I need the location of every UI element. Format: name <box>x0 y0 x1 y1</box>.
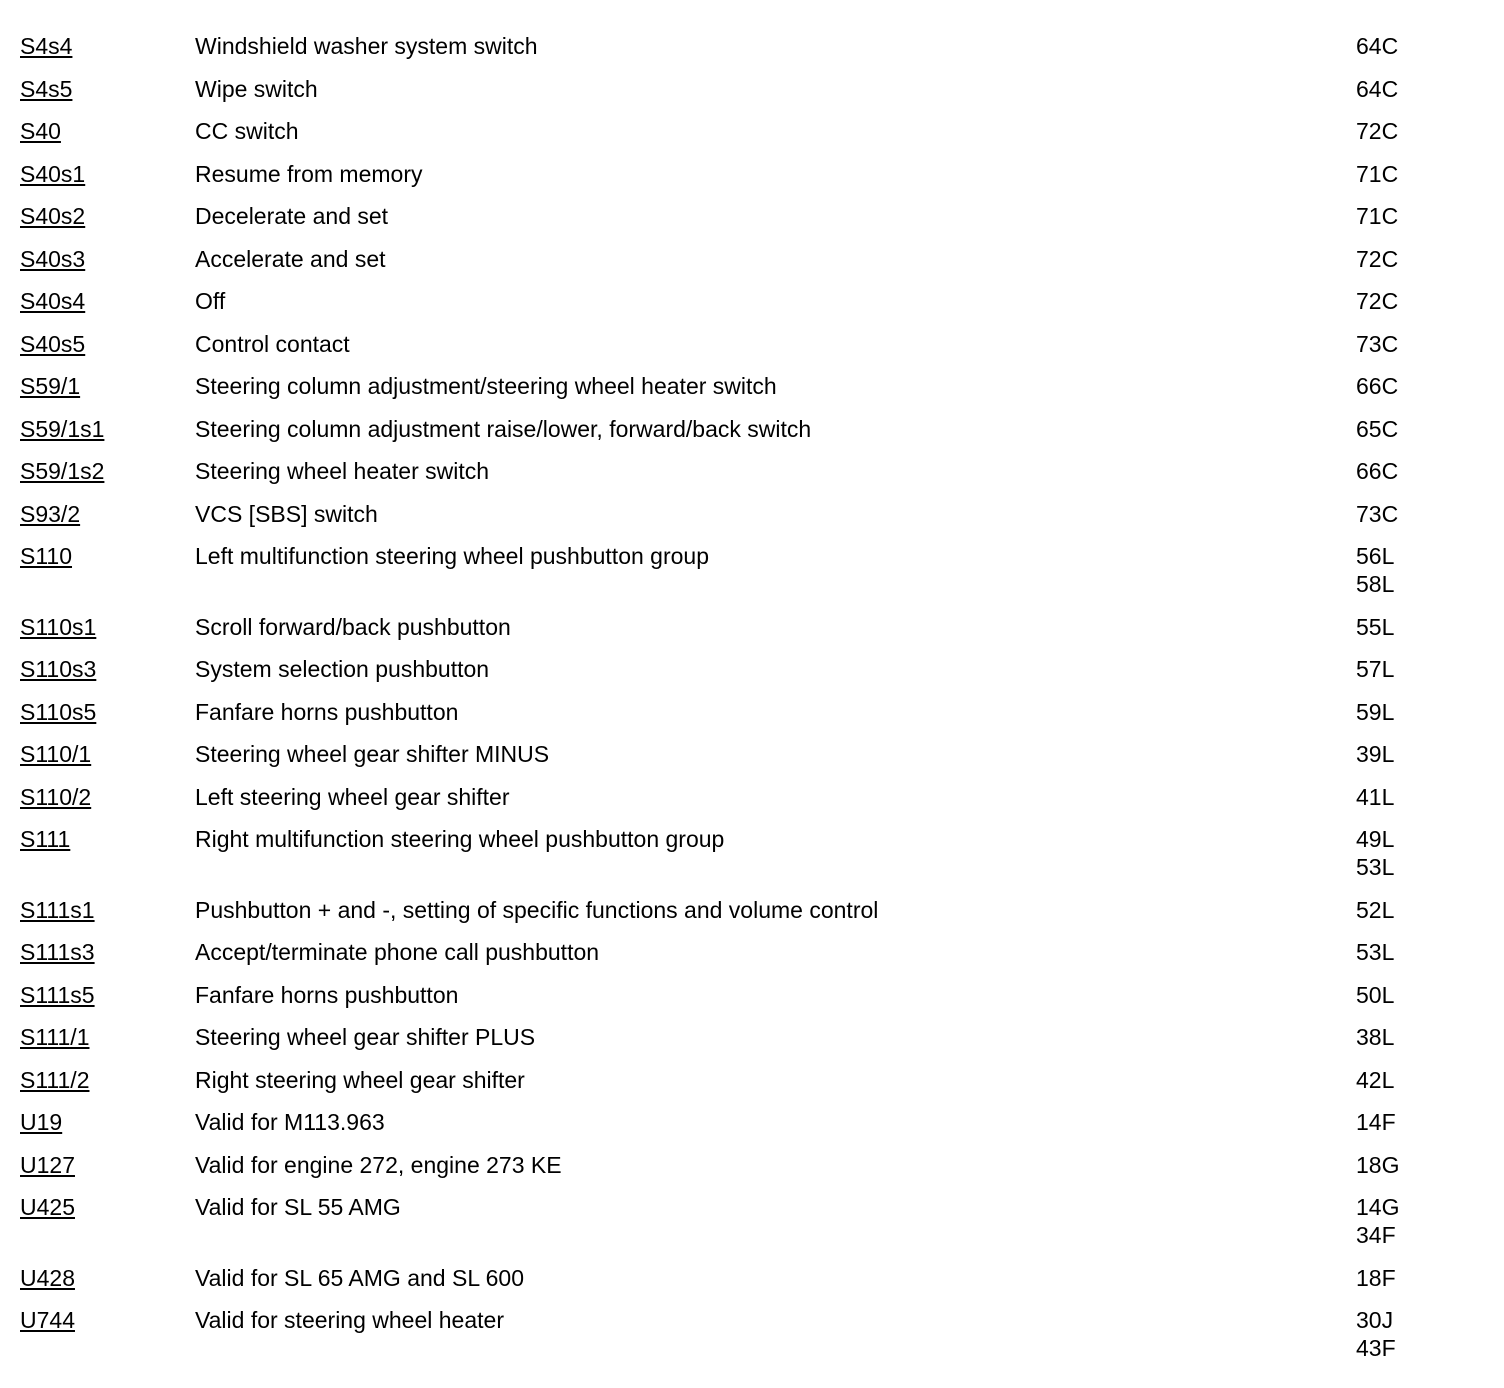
component-description: Right steering wheel gear shifter <box>195 1066 525 1093</box>
grid-reference-list <box>1356 542 1480 598</box>
component-code-link[interactable]: S93/2 <box>20 500 81 527</box>
component-description: Off <box>195 288 226 314</box>
component-description: Accelerate and set <box>195 245 386 272</box>
grid-reference: 56L <box>1356 543 1395 569</box>
grid-reference-list <box>1356 655 1480 683</box>
grid-reference: 43F <box>1356 1335 1396 1361</box>
component-code-link[interactable]: S40s2 <box>20 203 86 229</box>
legend-row <box>20 32 1480 75</box>
legend-row <box>20 938 1480 981</box>
legend-row <box>20 500 1480 543</box>
grid-reference-list <box>1356 1066 1480 1094</box>
grid-reference-list <box>1356 75 1480 103</box>
grid-reference: 52L <box>1356 896 1395 923</box>
grid-reference-list <box>1356 32 1480 60</box>
component-description: Valid for steering wheel heater <box>195 1307 504 1333</box>
component-description: Fanfare horns pushbutton <box>195 698 459 725</box>
legend-row <box>20 740 1480 783</box>
legend-row <box>20 415 1480 458</box>
grid-reference-list <box>1356 698 1480 726</box>
grid-reference: 64C <box>1356 75 1399 102</box>
grid-reference-list <box>1356 415 1480 443</box>
legend-row <box>20 981 1480 1024</box>
component-code-link[interactable]: S111/1 <box>20 1024 90 1050</box>
grid-reference-list <box>1356 287 1480 315</box>
component-description: Windshield washer system switch <box>195 33 538 59</box>
component-description: VCS [SBS] switch <box>195 500 378 527</box>
component-description: Valid for SL 65 AMG and SL 600 <box>195 1264 525 1291</box>
grid-reference: 73C <box>1356 330 1399 357</box>
component-description: Right multifunction steering wheel pushbutton group <box>195 826 725 852</box>
grid-reference-list <box>1356 740 1480 768</box>
component-code-link[interactable]: U127 <box>20 1151 75 1178</box>
grid-reference: 72C <box>1356 118 1399 144</box>
component-legend-list <box>20 32 1480 1377</box>
grid-reference: 73C <box>1356 500 1399 527</box>
component-code-link[interactable]: U428 <box>20 1264 75 1291</box>
legend-row <box>20 457 1480 500</box>
component-code-link[interactable]: S59/1s2 <box>20 458 105 484</box>
legend-row <box>20 1264 1480 1307</box>
legend-row <box>20 896 1480 939</box>
legend-row <box>20 245 1480 288</box>
grid-reference-list <box>1356 372 1480 400</box>
grid-reference-list <box>1356 1108 1480 1136</box>
grid-reference-list <box>1356 160 1480 188</box>
legend-row <box>20 372 1480 415</box>
grid-reference-list <box>1356 245 1480 273</box>
component-description: Decelerate and set <box>195 203 389 229</box>
grid-reference: 66C <box>1356 458 1399 484</box>
grid-reference-list <box>1356 783 1480 811</box>
component-description: Valid for engine 272, engine 273 KE <box>195 1151 562 1178</box>
component-description: Steering column adjustment raise/lower, forward/back switch <box>195 415 812 442</box>
grid-reference-list <box>1356 202 1480 230</box>
grid-reference: 41L <box>1356 783 1395 810</box>
grid-reference-list <box>1356 825 1480 881</box>
component-code-link[interactable]: S111/2 <box>20 1066 90 1093</box>
grid-reference: 71C <box>1356 160 1399 187</box>
grid-reference-list <box>1356 938 1480 966</box>
component-description: Resume from memory <box>195 160 423 187</box>
component-description: Valid for M113.963 <box>195 1109 385 1135</box>
component-code-link[interactable]: S111 <box>20 826 71 852</box>
legend-row <box>20 117 1480 160</box>
component-description: Left multifunction steering wheel pushbutton group <box>195 543 709 569</box>
component-description: System selection pushbutton <box>195 656 490 682</box>
grid-reference: 18F <box>1356 1264 1396 1291</box>
grid-reference-list <box>1356 1306 1480 1362</box>
grid-reference-list <box>1356 117 1480 145</box>
grid-reference: 72C <box>1356 245 1399 272</box>
grid-reference-list <box>1356 1193 1480 1249</box>
grid-reference: 14F <box>1356 1109 1396 1135</box>
component-description: Accept/terminate phone call pushbutton <box>195 939 600 965</box>
component-code-link[interactable]: S40s4 <box>20 288 86 314</box>
component-description: Steering wheel gear shifter PLUS <box>195 1024 536 1050</box>
legend-row <box>20 330 1480 373</box>
legend-row <box>20 613 1480 656</box>
component-code-link[interactable]: S110/2 <box>20 783 92 810</box>
component-code-link[interactable]: S111s5 <box>20 981 95 1008</box>
grid-reference: 50L <box>1356 981 1395 1008</box>
component-code-link[interactable]: S111s3 <box>20 939 95 965</box>
component-description: Fanfare horns pushbutton <box>195 981 459 1008</box>
grid-reference-list <box>1356 500 1480 528</box>
component-description: Pushbutton + and -, setting of specific functions and volume control <box>195 896 879 923</box>
component-description: Control contact <box>195 330 350 357</box>
grid-reference: 34F <box>1356 1222 1396 1248</box>
legend-row <box>20 1193 1480 1264</box>
component-code-link[interactable]: S40s5 <box>20 330 86 357</box>
legend-row <box>20 202 1480 245</box>
legend-row <box>20 160 1480 203</box>
grid-reference: 64C <box>1356 33 1399 59</box>
component-code-link[interactable]: S40s1 <box>20 160 86 187</box>
legend-row <box>20 1023 1480 1066</box>
grid-reference: 59L <box>1356 698 1395 725</box>
grid-reference: 38L <box>1356 1024 1395 1050</box>
component-code-link[interactable]: S110s1 <box>20 613 97 640</box>
legend-row <box>20 783 1480 826</box>
grid-reference-list <box>1356 457 1480 485</box>
legend-row <box>20 698 1480 741</box>
component-code-link[interactable]: S59/1s1 <box>20 415 105 442</box>
component-code-link[interactable]: U425 <box>20 1194 75 1220</box>
grid-reference: 42L <box>1356 1066 1395 1093</box>
grid-reference: 53L <box>1356 854 1395 880</box>
component-description: Scroll forward/back pushbutton <box>195 613 511 640</box>
component-code-link[interactable]: U19 <box>20 1109 63 1135</box>
grid-reference: 30J <box>1356 1307 1394 1333</box>
grid-reference-list <box>1356 613 1480 641</box>
component-code-link[interactable]: S110s5 <box>20 698 97 725</box>
component-description: Left steering wheel gear shifter <box>195 783 510 810</box>
component-code-link[interactable]: S110/1 <box>20 741 92 767</box>
grid-reference: 55L <box>1356 613 1395 640</box>
component-code-link[interactable]: S4s5 <box>20 75 73 102</box>
legend-row <box>20 1108 1480 1151</box>
grid-reference: 66C <box>1356 373 1399 399</box>
grid-reference-list <box>1356 1023 1480 1051</box>
component-code-link[interactable]: U744 <box>20 1307 75 1333</box>
component-description: Steering column adjustment/steering wheel heater switch <box>195 373 777 399</box>
component-code-link[interactable]: S111s1 <box>20 896 95 923</box>
grid-reference: 72C <box>1356 288 1399 314</box>
component-code-link[interactable]: S110 <box>20 543 73 569</box>
legend-row <box>20 287 1480 330</box>
legend-row <box>20 1306 1480 1377</box>
grid-reference: 49L <box>1356 826 1395 852</box>
legend-row <box>20 542 1480 613</box>
grid-reference-list <box>1356 330 1480 358</box>
component-description: Wipe switch <box>195 75 318 102</box>
grid-reference-list <box>1356 1151 1480 1179</box>
grid-reference: 71C <box>1356 203 1399 229</box>
component-code-link[interactable]: S110s3 <box>20 656 97 682</box>
component-description: Steering wheel gear shifter MINUS <box>195 741 550 767</box>
component-code-link[interactable]: S59/1 <box>20 373 81 399</box>
legend-row <box>20 1151 1480 1194</box>
grid-reference: 58L <box>1356 571 1395 597</box>
component-code-link[interactable]: S4s4 <box>20 33 73 59</box>
legend-row <box>20 825 1480 896</box>
component-description: CC switch <box>195 118 299 144</box>
grid-reference: 65C <box>1356 415 1399 442</box>
grid-reference-list <box>1356 896 1480 924</box>
legend-row <box>20 655 1480 698</box>
component-code-link[interactable]: S40 <box>20 118 61 144</box>
legend-row <box>20 1066 1480 1109</box>
component-code-link[interactable]: S40s3 <box>20 245 86 272</box>
grid-reference: 57L <box>1356 656 1395 682</box>
grid-reference: 14G <box>1356 1194 1400 1220</box>
grid-reference-list <box>1356 981 1480 1009</box>
grid-reference: 53L <box>1356 939 1395 965</box>
component-description: Steering wheel heater switch <box>195 458 490 484</box>
grid-reference: 18G <box>1356 1151 1400 1178</box>
legend-row <box>20 75 1480 118</box>
grid-reference-list <box>1356 1264 1480 1292</box>
component-description: Valid for SL 55 AMG <box>195 1194 401 1220</box>
grid-reference: 39L <box>1356 741 1395 767</box>
